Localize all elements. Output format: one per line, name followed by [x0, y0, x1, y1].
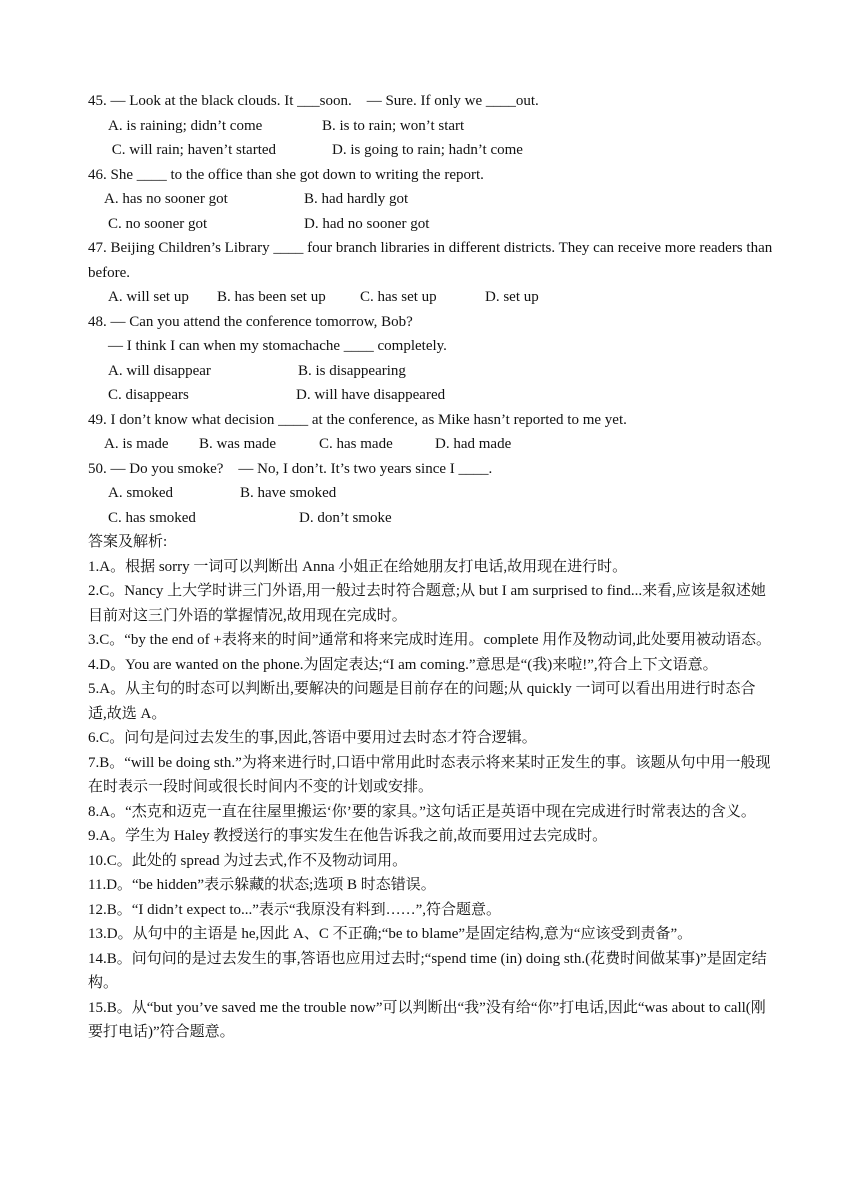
option-row: [88, 383, 774, 408]
answer-option[interactable]: B. have smoked: [240, 485, 337, 501]
answer-option[interactable]: B. is to rain; won’t start: [322, 117, 465, 134]
answer-option[interactable]: C. has set up: [360, 289, 437, 305]
answer-explanation: 15.B。从“but you’ve saved me the trouble now”可以判断出“我”没有给“你”打电话,因此“was about to call(刚要打电话)”符合题意。: [88, 999, 766, 1040]
document-page: [88, 89, 774, 1045]
option-row: [88, 506, 774, 531]
answer-option[interactable]: C. has smoked: [108, 509, 196, 526]
answer-option[interactable]: D. will have disappeared: [296, 387, 446, 403]
question-block: [88, 457, 774, 531]
question-block: [88, 310, 774, 408]
answer-option[interactable]: D. had made: [435, 436, 512, 452]
answer-list: [88, 555, 774, 1045]
answer-explanation: 14.B。问句问的是过去发生的事,答语也应用过去时;“spend time (in) doing sth.(花费时间做某事)”是固定结构。: [88, 950, 767, 991]
answer-option[interactable]: C. will rain; haven’t started: [108, 142, 277, 158]
option-row: [88, 432, 774, 457]
answer-option[interactable]: A. smoked: [108, 485, 173, 501]
answer-explanation: 5.A。从主句的时态可以判断出,要解决的问题是目前存在的问题;从 quickly 一词可以看出用进行时态合适,故选 A。: [88, 681, 756, 722]
question-block: [88, 163, 774, 237]
question-stem: 47. Beijing Children’s Library ____ four branch libraries in different districts. They can receive more readers than before.: [88, 240, 773, 281]
question-stem: 48. — Can you attend the conference tomorrow, Bob?: [88, 313, 413, 330]
question-stem: 46. She ____ to the office than she got down to writing the report.: [88, 166, 484, 183]
answer-option[interactable]: C. disappears: [108, 387, 189, 403]
answer-explanation: 12.B。“I didn’t expect to...”表示“我原没有料到……”,符合题意。: [88, 901, 501, 918]
answer-option[interactable]: B. is disappearing: [298, 362, 406, 379]
answer-explanation: 3.C。“by the end of +表将来的时间”通常和将来完成时连用。complete 用作及物动词,此处要用被动语态。: [88, 632, 771, 648]
answer-option[interactable]: D. set up: [485, 289, 539, 305]
question-stem: 45. — Look at the black clouds. It ___soon. — Sure. If only we ____out.: [88, 93, 539, 109]
answer-explanation: 6.C。问句是问过去发生的事,因此,答语中要用过去时态才符合逻辑。: [88, 730, 537, 746]
answer-option[interactable]: A. has no sooner got: [104, 191, 228, 207]
answer-explanation: 9.A。学生为 Haley 教授送行的事实发生在他告诉我之前,故而要用过去完成时。: [88, 828, 608, 844]
option-row: [88, 481, 774, 506]
answer-option[interactable]: A. will set up: [108, 289, 189, 305]
option-row: [88, 212, 774, 237]
answer-explanation: 11.D。“be hidden”表示躲藏的状态;选项 B 时态错误。: [88, 877, 436, 893]
answer-option[interactable]: C. no sooner got: [108, 215, 208, 232]
answer-option[interactable]: C. has made: [319, 436, 393, 452]
question-block: [88, 236, 774, 310]
question-list: [88, 89, 774, 530]
answer-option[interactable]: A. is raining; didn’t come: [108, 117, 263, 134]
question-block: [88, 89, 774, 163]
answer-explanation: 10.C。此处的 spread 为过去式,作不及物动词用。: [88, 852, 408, 869]
answer-option[interactable]: A. will disappear: [108, 362, 211, 379]
question-stem: 49. I don’t know what decision ____ at the conference, as Mike hasn’t reported to me yet.: [88, 411, 627, 428]
option-row: [88, 114, 774, 139]
answer-option[interactable]: B. had hardly got: [304, 191, 409, 207]
answer-explanation: 4.D。You are wanted on the phone.为固定表达;“I am coming.”意思是“(我)来啦!”,符合上下文语意。: [88, 656, 718, 673]
answer-option[interactable]: B. was made: [199, 436, 277, 452]
option-row: [88, 187, 774, 212]
answer-option[interactable]: D. had no sooner got: [304, 215, 430, 232]
answer-option[interactable]: A. is made: [104, 436, 169, 452]
answer-option[interactable]: B. has been set up: [217, 289, 326, 305]
question-block: [88, 408, 774, 457]
option-row: [88, 359, 774, 384]
answer-option[interactable]: D. don’t smoke: [299, 509, 392, 526]
option-row: [88, 138, 774, 163]
answer-explanation: 2.C。Nancy 上大学时讲三门外语,用一般过去时符合题意;从 but I am surprised to find...来看,应该是叙述她目前对这三门外语的掌握情况,故用现在完成时。: [88, 583, 766, 624]
answer-option[interactable]: D. is going to rain; hadn’t come: [332, 142, 523, 158]
answer-explanation: 13.D。从句中的主语是 he,因此 A、C 不正确;“be to blame”是固定结构,意为“应该受到责备”。: [88, 926, 693, 942]
question-stem: 50. — Do you smoke? — No, I don’t. It’s two years since I ____.: [88, 460, 493, 477]
question-stem-continued: — I think I can when my stomachache ____ completely.: [108, 338, 447, 354]
answers-heading: 答案及解析:: [88, 534, 168, 550]
answer-explanation: 7.B。“will be doing sth.”为将来进行时,口语中常用此时态表示将来某时正发生的事。该题从句中用一般现在时表示一段时间或很长时间内不变的计划或安排。: [88, 754, 771, 795]
answer-explanation: 8.A。“杰克和迈克一直在往屋里搬运‘你’要的家具。”这句话正是英语中现在完成进行时常表达的含义。: [88, 803, 756, 820]
option-row: [88, 285, 774, 310]
answer-explanation: 1.A。根据 sorry 一词可以判断出 Anna 小姐正在给她朋友打电话,故用现在进行时。: [88, 558, 628, 575]
